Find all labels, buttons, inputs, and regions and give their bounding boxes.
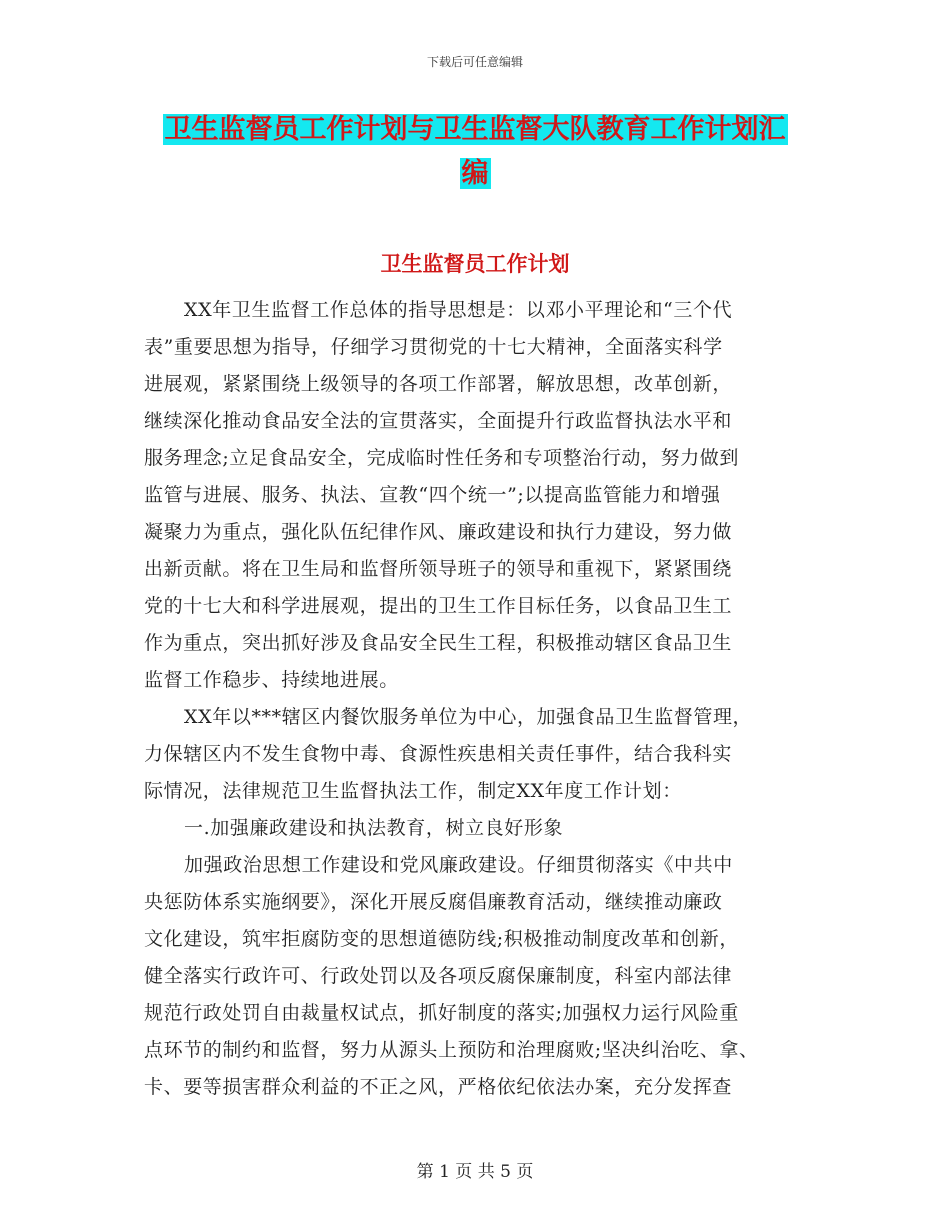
paragraph-line: 健全落实行政许可、行政处罚以及各项反腐保廉制度，科室内部法律 bbox=[144, 965, 733, 987]
paragraph-line: 继续深化推动食品安全法的宣贯落实，全面提升行政监督执法水平和 bbox=[144, 410, 733, 432]
document-title-line-1 bbox=[0, 112, 950, 148]
paragraph-line: 点环节的制约和监督，努力从源头上预防和治理腐败;坚决纠治吃、拿、 bbox=[144, 1039, 759, 1061]
paragraph-line: 卡、要等损害群众利益的不正之风，严格依纪依法办案，充分发挥查 bbox=[144, 1076, 733, 1098]
paragraph-line: 表”重要思想为指导，仔细学习贯彻党的十七大精神，全面落实科学 bbox=[144, 336, 723, 358]
document-title-text-2: 编 bbox=[461, 158, 489, 189]
paragraph-line: 凝聚力为重点，强化队伍纪律作风、廉政建设和执行力建设，努力做 bbox=[144, 521, 733, 543]
paragraph-line: 党的十七大和科学进展观，提出的卫生工作目标任务，以食品卫生工 bbox=[144, 595, 733, 617]
paragraph-line: 加强政治思想工作建设和党风廉政建设。仔细贯彻落实《中共中 bbox=[184, 854, 733, 876]
paragraph-line: XX年以***辖区内餐饮服务单位为中心，加强食品卫生监督管理， bbox=[184, 706, 753, 728]
header-note: 下载后可任意编辑 bbox=[426, 55, 523, 69]
paragraph-line: 际情况，法律规范卫生监督执法工作，制定XX年度工作计划： bbox=[144, 780, 682, 802]
paragraph-line: XX年卫生监督工作总体的指导思想是：以邓小平理论和“三个代 bbox=[184, 299, 733, 321]
paragraph-line: 央惩防体系实施纲要》，深化开展反腐倡廉教育活动，继续推动廉政 bbox=[144, 891, 723, 913]
section-title: 卫生监督员工作计划 bbox=[380, 252, 570, 276]
paragraph-line: 进展观，紧紧围绕上级领导的各项工作部署，解放思想，改革创新， bbox=[144, 373, 733, 395]
paragraph-line: 监督工作稳步、持续地进展。 bbox=[144, 669, 399, 691]
paragraph-line: 力保辖区内不发生食物中毒、食源性疾患相关责任事件，结合我科实 bbox=[144, 743, 733, 765]
page-footer: 第 1 页 共 5 页 bbox=[416, 1162, 534, 1182]
paragraph-line: 出新贡献。将在卫生局和监督所领导班子的领导和重视下，紧紧围绕 bbox=[144, 558, 733, 580]
section-heading: 一.加强廉政建设和执法教育，树立良好形象 bbox=[184, 817, 564, 839]
paragraph-line: 规范行政处罚自由裁量权试点，抓好制度的落实;加强权力运行风险重 bbox=[144, 1002, 740, 1024]
paragraph-line: 服务理念;立足食品安全，完成临时性任务和专项整治行动，努力做到 bbox=[144, 447, 740, 469]
paragraph-line: 文化建设，筑牢拒腐防变的思想道德防线;积极推动制度改革和创新， bbox=[144, 928, 740, 950]
document-title-line-2 bbox=[0, 156, 950, 192]
paragraph-line: 监管与进展、服务、执法、宣教“四个统一”;以提高监管能力和增强 bbox=[144, 484, 721, 506]
document-title-text-1: 卫生监督员工作计划与卫生监督大队教育工作计划汇 bbox=[164, 114, 786, 145]
paragraph-line: 作为重点，突出抓好涉及食品安全民生工程，积极推动辖区食品卫生 bbox=[144, 632, 733, 654]
